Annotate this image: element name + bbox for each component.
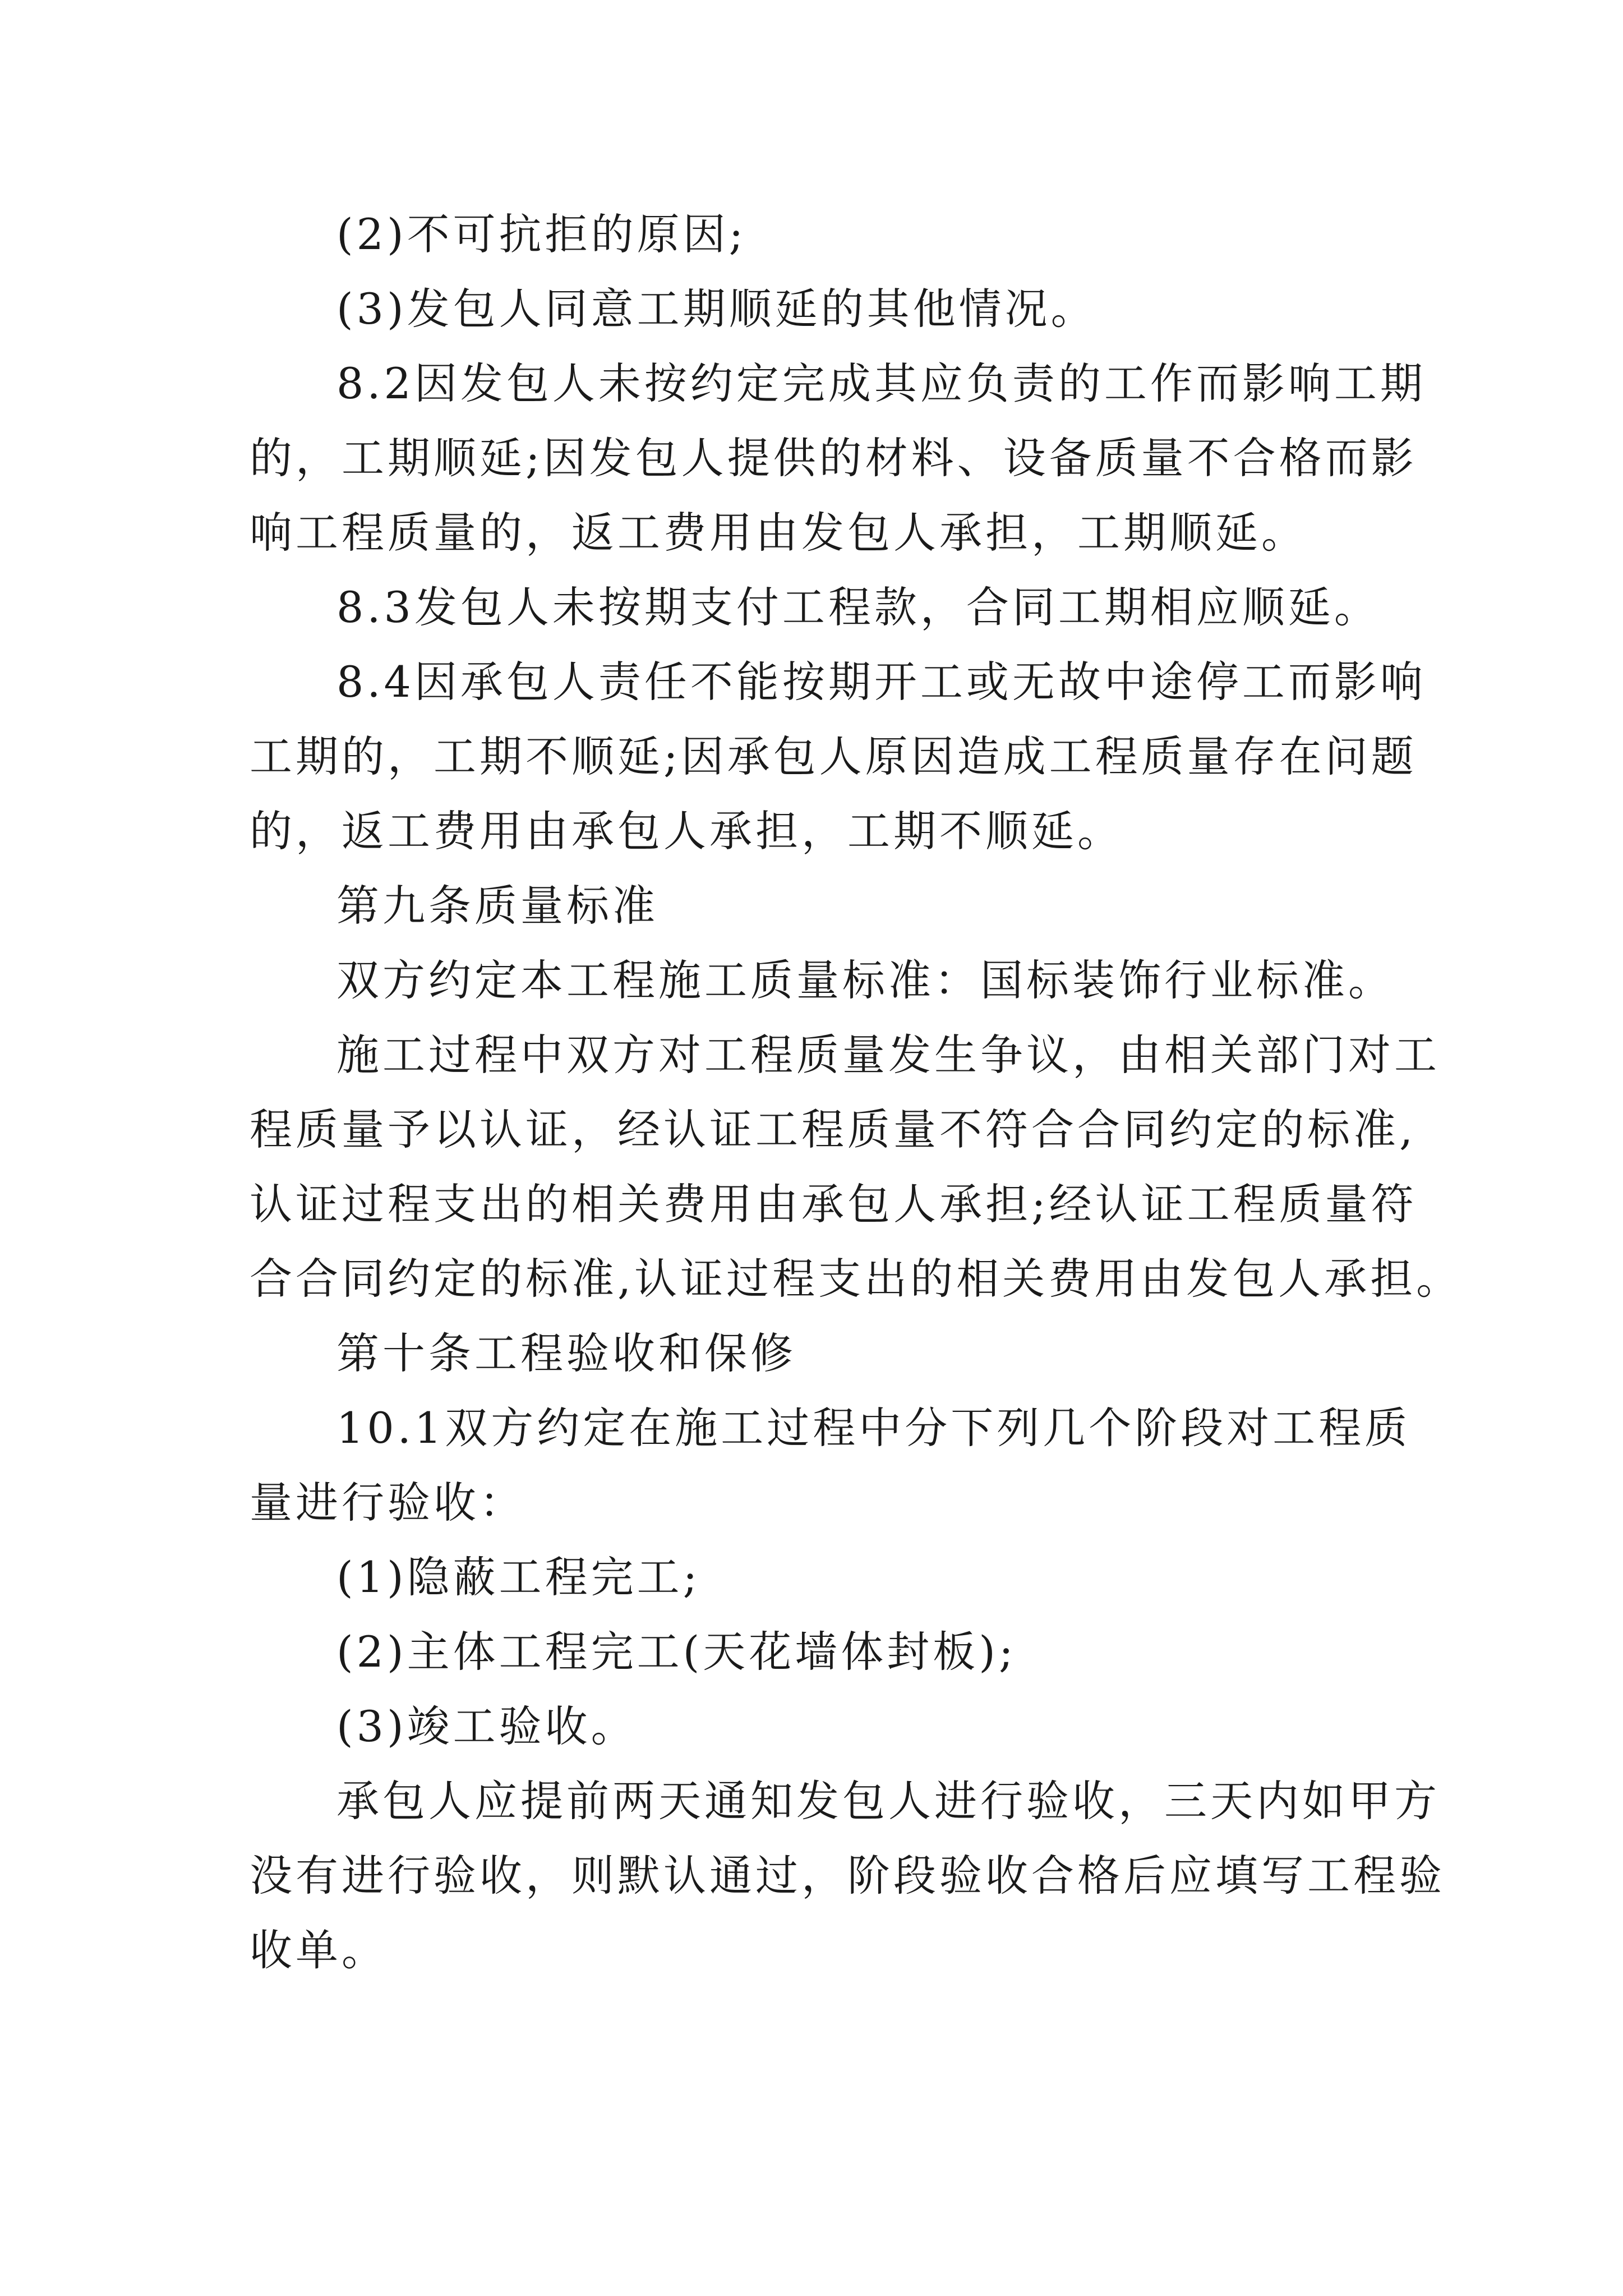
paragraph-clause-10-1-line: 10.1双方约定在施工过程中分下列几个阶段对工程质 — [336, 1403, 1411, 1453]
paragraph-quality-dispute-line: 程质量予以认证，经认证工程质量不符合合同约定的标准, — [250, 1105, 1417, 1154]
paragraph-article-10-heading-line: 第十条工程验收和保修 — [336, 1328, 796, 1378]
paragraph-clause-8-2-line: 的，工期顺延;因发包人提供的材料、设备质量不合格而影 — [250, 433, 1417, 483]
paragraph-stage-3-line: (3)竣工验收。 — [336, 1701, 637, 1751]
paragraph-other-extension-line: (3)发包人同意工期顺延的其他情况。 — [336, 284, 1097, 334]
paragraph-quality-dispute-line: 施工过程中双方对工程质量发生争议，由相关部门对工 — [336, 1030, 1440, 1080]
paragraph-article-9-heading-line: 第九条质量标准 — [336, 881, 658, 931]
paragraph-quality-standard-line: 双方约定本工程施工质量标准：国标装饰行业标准。 — [336, 955, 1394, 1005]
paragraph-stage-2-line: (2)主体工程完工(天花墙体封板); — [336, 1627, 1017, 1677]
paragraph-clause-8-4-line: 的，返工费用由承包人承担，工期不顺延。 — [250, 806, 1123, 856]
paragraph-force-majeure-line: (2)不可抗拒的原因; — [336, 209, 747, 259]
paragraph-clause-8-2-line: 8.2因发包人未按约定完成其应负责的工作而影响工期 — [336, 358, 1426, 408]
paragraph-clause-10-1-line: 量进行验收： — [250, 1478, 525, 1527]
paragraph-clause-8-3-line: 8.3发包人未按期支付工程款，合同工期相应顺延。 — [336, 582, 1380, 632]
paragraph-acceptance-notice-line: 承包人应提前两天通知发包人进行验收，三天内如甲方 — [336, 1776, 1440, 1826]
paragraph-clause-8-4-line: 工期的，工期不顺延;因承包人原因造成工程质量存在问题 — [250, 731, 1417, 781]
paragraph-clause-8-4-line: 8.4因承包人责任不能按期开工或无故中途停工而影响 — [336, 657, 1426, 707]
paragraph-stage-1-line: (1)隐蔽工程完工; — [336, 1552, 701, 1602]
paragraph-acceptance-notice-line: 没有进行验收，则默认通过，阶段验收合格后应填写工程验 — [250, 1851, 1445, 1901]
paragraph-quality-dispute-line: 认证过程支出的相关费用由承包人承担;经认证工程质量符 — [250, 1179, 1417, 1229]
paragraph-clause-8-2-line: 响工程质量的，返工费用由发包人承担，工期顺延。 — [250, 508, 1307, 558]
paragraph-acceptance-notice-line: 收单。 — [250, 1925, 388, 1975]
paragraph-quality-dispute-line: 合合同约定的标准,认证过程支出的相关费用由发包人承担。 — [250, 1254, 1463, 1304]
